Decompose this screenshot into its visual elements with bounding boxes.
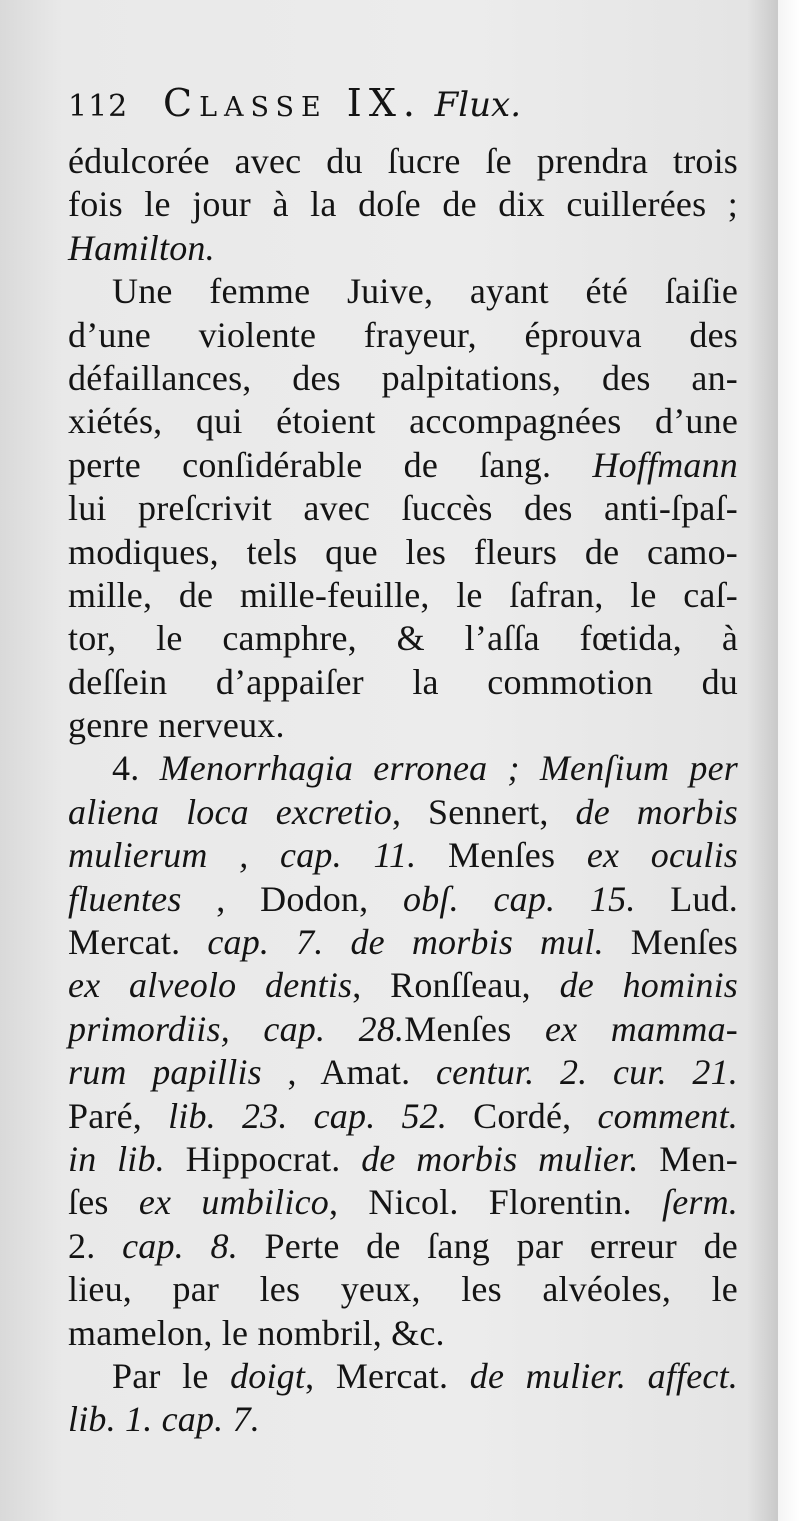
text-line — [68, 704, 738, 747]
text-span: , Amat. — [261, 1052, 436, 1093]
section-title: Flux. — [434, 85, 522, 125]
italic-text: cap. 8. — [122, 1225, 238, 1266]
text-span: modiques, tels que les fleurs de camo- — [68, 531, 738, 572]
text-line — [68, 1312, 738, 1355]
class-label: Classe IX. — [163, 81, 422, 125]
text-line — [68, 1051, 738, 1094]
italic-text: comment. — [597, 1095, 738, 1136]
text-span: Paré, — [68, 1095, 169, 1136]
text-line — [68, 227, 738, 270]
text-line — [68, 574, 738, 617]
italic-text: ex mamma- — [544, 1008, 738, 1049]
text-line — [68, 617, 738, 660]
italic-text: in lib. — [68, 1138, 165, 1179]
text-line — [68, 531, 738, 574]
text-line — [68, 1355, 738, 1398]
text-span: Perte de ſang par erreur de — [237, 1225, 738, 1266]
text-span: Men- — [638, 1138, 738, 1179]
text-span: Hippocrat. — [164, 1138, 362, 1179]
italic-text: doigt — [230, 1355, 306, 1396]
text-span: Menſes — [404, 1008, 545, 1049]
italic-text: Hoffmann — [592, 444, 738, 485]
italic-text: ex oculis — [586, 835, 738, 876]
italic-text: mulierum , cap. 11. — [68, 835, 417, 876]
text-span: Une femme Juive, ayant été ſaiſie — [112, 271, 738, 312]
italic-text: ſerm. — [662, 1182, 738, 1223]
text-span: , Dodon, — [181, 878, 403, 919]
text-span: lui preſcrivit avec ſuccès des anti-ſpaſ- — [68, 488, 738, 529]
italic-text: de morbis — [575, 791, 738, 832]
text-line — [68, 270, 738, 313]
text-line — [68, 1181, 738, 1224]
page-edge — [778, 0, 800, 1521]
italic-text: de hominis — [559, 965, 739, 1006]
text-line — [68, 1268, 738, 1311]
text-line — [68, 357, 738, 400]
italic-text: lib. 1. cap. 7. — [68, 1399, 260, 1440]
text-line — [68, 661, 738, 704]
italic-text: fluentes — [68, 878, 182, 919]
italic-text: rum papillis — [68, 1052, 262, 1093]
italic-text: Menorrhagia erronea ; Menſium per — [159, 748, 738, 789]
text-span: ſes — [68, 1182, 139, 1223]
text-span: défaillances, des palpitations, des an- — [68, 357, 738, 398]
text-span: 4. — [112, 748, 160, 789]
text-span: Par le — [112, 1355, 231, 1396]
text-span: mamelon, le nombril, &c. — [68, 1312, 445, 1353]
text-span: , Mercat. — [305, 1355, 470, 1396]
text-span: perte conſidérable de ſang. — [68, 444, 593, 485]
italic-text: aliena loca excretio — [68, 791, 392, 832]
text-span: tor, le camphre, & l’aſſa fœtida, à — [68, 618, 738, 659]
text-line — [68, 878, 738, 921]
text-span: d’une violente frayeur, éprouva des — [68, 314, 738, 355]
text-span: fois le jour à la doſe de dix cuillerées ; — [68, 184, 738, 225]
text-span: lieu, par les yeux, les alvéoles, le — [68, 1269, 738, 1310]
text-line — [68, 314, 738, 357]
italic-text: lib. 23. cap. 52. — [168, 1095, 448, 1136]
text-span: mille, de mille-feuille, le ſafran, le caſ- — [68, 574, 738, 615]
italic-text: ex umbilico — [138, 1182, 329, 1223]
text-line — [68, 1398, 738, 1441]
text-line — [68, 140, 738, 183]
page-number: 112 — [68, 89, 129, 124]
text-line — [68, 747, 738, 790]
text-span: , Sennert, — [391, 791, 576, 832]
italic-text: centur. 2. cur. 21. — [435, 1052, 738, 1093]
running-header — [68, 78, 748, 128]
italic-text: obſ. cap. 15. — [403, 878, 636, 919]
text-span: , Ronſſeau, — [352, 965, 560, 1006]
text-span: xiétés, qui étoient accompagnées d’une — [68, 401, 738, 442]
text-line — [68, 1225, 738, 1268]
italic-text: primordiis, cap. 28. — [68, 1008, 405, 1049]
italic-text: de morbis mulier. — [361, 1138, 639, 1179]
text-line — [68, 921, 738, 964]
text-line — [68, 183, 738, 226]
text-line — [68, 444, 738, 487]
text-span: Mercat. — [68, 922, 208, 963]
text-line — [68, 791, 738, 834]
text-line — [68, 487, 738, 530]
italic-text: cap. 7. de morbis mul. — [207, 922, 604, 963]
text-span: deſſein d’appaiſer la commotion du — [68, 661, 738, 702]
text-span: Menſes — [416, 835, 587, 876]
body-text — [68, 140, 738, 1442]
text-line — [68, 1095, 738, 1138]
text-line — [68, 1138, 738, 1181]
text-span: 2. — [68, 1225, 123, 1266]
text-span: genre nerveux. — [68, 705, 285, 746]
text-line — [68, 400, 738, 443]
italic-text: de mulier. affect. — [469, 1355, 738, 1396]
text-span: Cordé, — [447, 1095, 598, 1136]
text-span: Lud. — [635, 878, 738, 919]
text-span: , Nicol. Florentin. — [328, 1182, 662, 1223]
italic-text: Hamilton. — [68, 227, 215, 268]
italic-text: ex alveolo dentis — [68, 965, 353, 1006]
text-span: édulcorée avec du ſucre ſe prendra trois — [68, 141, 738, 181]
text-span: Menſes — [603, 922, 738, 963]
text-line — [68, 1008, 738, 1051]
text-line — [68, 834, 738, 877]
text-line — [68, 964, 738, 1007]
